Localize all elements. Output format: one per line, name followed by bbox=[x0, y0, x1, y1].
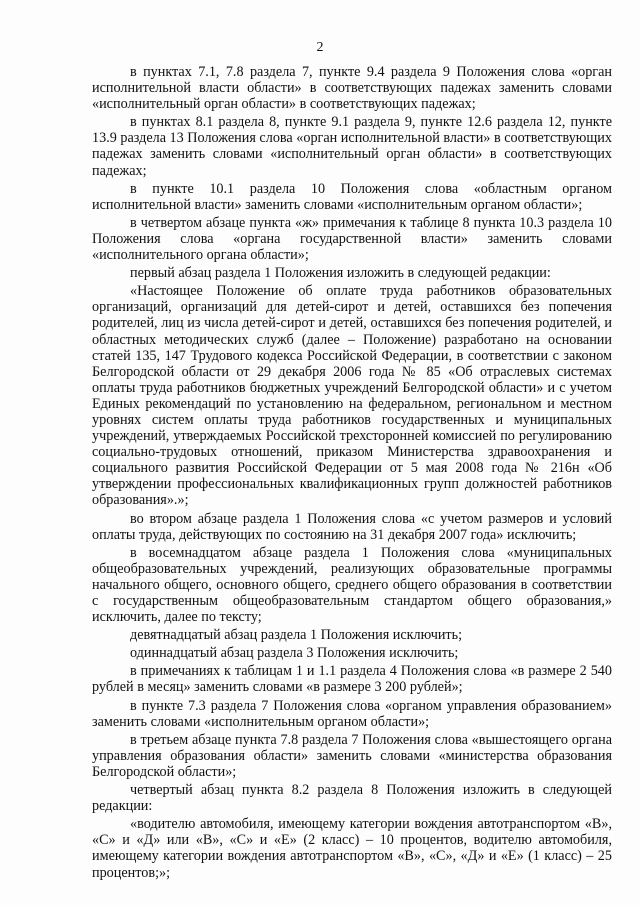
paragraph: в пункте 7.3 раздела 7 Положения слова «органом управления образованием» заменить словами «исполнительным органом области»; bbox=[92, 697, 612, 730]
paragraph: одиннадцатый абзац раздела 3 Положения исключить; bbox=[130, 645, 459, 662]
page-number: 2 bbox=[316, 40, 324, 55]
document-body bbox=[92, 64, 612, 883]
paragraph: «Настоящее Положение об оплате труда работников образовательных организаций, организаций для детей-сирот и детей, оставшихся без попечения родителей, лиц из числа детей-сирот и детей, оставшихся без попечения родителей, и областных методических служб (далее – Положение) разработано на основании статей 135, 147 Трудового кодекса Российской Федерации, в соответствии с законом Белгородской области от 29 декабря 2006 года № 85 «Об отраслевых системах оплаты труда работников бюджетных учреждений Белгородской области» и с учетом Единых рекомендаций по установлению на федеральном, региональном и местном уровнях систем оплаты труда работников государственных и муниципальных учреждений, утверждаемых Российской трехсторонней комиссией по регулированию социально-трудовых отношений, приказом Министерства здравоохранения и социального развития Российской Федерации от 5 мая 2008 года № 216н «Об утверждении профессиональных квалификационных групп должностей работников образования».»; bbox=[92, 283, 612, 509]
paragraph: четвертый абзац пункта 8.2 раздела 8 Положения изложить в следующей редакции: bbox=[92, 782, 612, 815]
paragraph: в четвертом абзаце пункта «ж» примечания к таблице 8 пункта 10.3 раздела 10 Положения слова «органа государственной власти» заменить словами «исполнительного органа области»; bbox=[92, 214, 612, 264]
paragraph: в пункте 10.1 раздела 10 Положения слова «областным органом исполнительной власти» заменить словами «исполнительным органом области»; bbox=[92, 180, 612, 213]
paragraph: в пунктах 8.1 раздела 8, пункте 9.1 раздела 9, пункте 12.6 раздела 12, пункте 13.9 раздела 13 Положения слова «орган исполнительной власти» в соответствующих падежах заменить словами «исполнительный орган области» в соответствующих падежах; bbox=[92, 114, 612, 179]
paragraph: в третьем абзаце пункта 7.8 раздела 7 Положения слова «вышестоящего органа управления образования области» заменить словами «министерства образования Белгородской области»; bbox=[92, 731, 612, 780]
paragraph: «водителю автомобиля, имеющему категории вождения автотранспортом «В», «С» и «Д» или «В», «С» и «Е» (2 класс) – 10 процентов, водителю автомобиля, имеющему категории вождения автотранспортом «В», «С», «Д» и «Е» (1 класс) – 25 процентов;»; bbox=[92, 816, 612, 881]
paragraph: первый абзац раздела 1 Положения изложить в следующей редакции: bbox=[130, 265, 551, 282]
paragraph: девятнадцатый абзац раздела 1 Положения исключить; bbox=[130, 627, 463, 644]
paragraph: в примечаниях к таблицам 1 и 1.1 раздела 4 Положения слова «в размере 2 540 рублей в месяц» заменить словами «в размере 3 200 рублей»; bbox=[92, 663, 612, 696]
paragraph: во втором абзаце раздела 1 Положения слова «с учетом размеров и условий оплаты труда, действующих по состоянию на 31 декабря 2007 года» исключить; bbox=[92, 510, 612, 543]
paragraph: в восемнадцатом абзаце раздела 1 Положения слова «муниципальных общеобразовательных учреждений, реализующих образовательные программы начального общего, основного общего, среднего общего образования в соответствии с государственным общеобразовательным стандартом общего образования,» исключить, далее по тексту; bbox=[92, 544, 612, 626]
paragraph: в пунктах 7.1, 7.8 раздела 7, пункте 9.4 раздела 9 Положения слова «орган исполнительной власти области» в соответствующих падежах заменить словами «исполнительный орган области» в соответствующих падежах; bbox=[92, 64, 612, 113]
